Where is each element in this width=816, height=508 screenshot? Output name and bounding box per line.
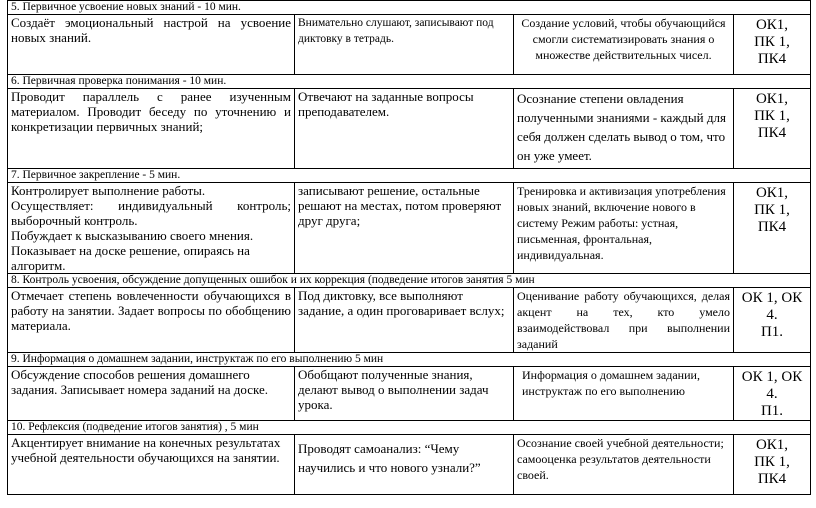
- section-header: 9. Информация о домашнем задании, инструктаж по его выполнению 5 мин: [8, 353, 811, 367]
- competence-codes: [734, 15, 811, 75]
- competence-code: ПК4: [757, 219, 787, 235]
- competence-codes: [734, 435, 811, 495]
- section-header: 6. Первичная проверка понимания - 10 мин.: [8, 75, 811, 89]
- teacher-activity: Акцентирует внимание на конечных результатах учебной деятельности обучающихся на занятии.: [8, 435, 295, 495]
- stage-goal: Тренировка и активизация употребления новых знаний, включение нового в систему Режим работы: устная, письменная, фронтальная, индивидуальная.: [514, 183, 734, 274]
- stage-goal: Осознание степени овладения полученными знаниями - каждый для себя должен сделать вывод о том, что он уже умеет.: [514, 89, 734, 169]
- student-activity: Под диктовку, все выполняют задание, а один проговаривает вслух;: [295, 288, 514, 353]
- competence-codes: [734, 89, 811, 169]
- teacher-activity: Обсуждение способов решения домашнего задания. Записывает номера заданий на доске.: [8, 367, 295, 421]
- competence-code: ПК4: [757, 471, 787, 487]
- section-content-row: [8, 435, 811, 495]
- section-header-row: [8, 353, 811, 367]
- teacher-activity-line: Показывает на доске решение, опираясь на алгоритм.: [11, 243, 250, 273]
- competence-codes: [734, 183, 811, 274]
- teacher-activity: Проводит параллель с ранее изученным материалом. Проводит беседу по уточнению и конкретизации первичных знаний;: [8, 89, 295, 169]
- stage-goal: Оценивание работу обучающихся, делая акцент на тех, кто умело взаимодействовал при выполнении заданий: [514, 288, 734, 353]
- competence-code: ОК1,: [755, 17, 789, 33]
- competence-code: ПК 1,: [754, 202, 790, 218]
- teacher-activity: Создаёт эмоциональный настрой на усвоение новых знаний.: [8, 15, 295, 75]
- section-header-row: [8, 1, 811, 15]
- section-content-row: [8, 15, 811, 75]
- competence-code: ОК1,: [755, 437, 789, 453]
- competence-code: ОК 1, ОК 4.: [741, 369, 803, 402]
- competence-codes: [734, 288, 811, 353]
- competence-code: ОК1,: [755, 185, 789, 201]
- stage-goal: Осознание своей учебной деятельности; самооценка результатов деятельности своей.: [514, 435, 734, 495]
- section-header: 8. Контроль усвоения, обсуждение допущенных ошибок и их коррекция (подведение итогов занятия 5 мин: [8, 274, 811, 288]
- section-content-row: [8, 288, 811, 353]
- section-header: 7. Первичное закрепление - 5 мин.: [8, 169, 811, 183]
- competence-code: ПК 1,: [754, 454, 790, 470]
- student-activity: Проводят самоанализ: “Чему научились и что нового узнали?”: [295, 435, 514, 495]
- section-content-row: [8, 367, 811, 421]
- teacher-activity: Отмечает степень вовлеченности обучающихся в работу на занятии. Задает вопросы по обобщению материала.: [8, 288, 295, 353]
- teacher-activity-line: Побуждает к высказыванию своего мнения.: [11, 228, 254, 243]
- competence-code: ПК 1,: [754, 108, 790, 124]
- teacher-activity: [8, 183, 295, 274]
- lesson-plan-table: [7, 0, 811, 495]
- competence-code: ПК4: [757, 51, 787, 67]
- teacher-activity-line: Контролирует выполнение работы.: [11, 183, 206, 198]
- stage-goal: Информация о домашнем задании, инструктаж по его выполнению: [514, 367, 734, 421]
- section-header-row: [8, 421, 811, 435]
- stage-goal: Создание условий, чтобы обучающийся смогли систематизировать знания о множестве действительных чисел.: [514, 15, 734, 75]
- student-activity: Обобщают полученные знания, делают вывод о выполнении задач урока.: [295, 367, 514, 421]
- section-content-row: [8, 89, 811, 169]
- competence-codes: [734, 367, 811, 421]
- section-header: 5. Первичное усвоение новых знаний - 10 мин.: [8, 1, 811, 15]
- teacher-activity-line: Осуществляет: индивидуальный контроль; выборочный контроль.: [11, 198, 291, 228]
- competence-code: ОК 1, ОК 4.: [741, 290, 803, 323]
- section-header: 10. Рефлексия (подведение итогов занятия) , 5 мин: [8, 421, 811, 435]
- section-header-row: [8, 169, 811, 183]
- section-content-row: [8, 183, 811, 274]
- competence-code: П1.: [760, 403, 784, 419]
- competence-code: ПК4: [757, 125, 787, 141]
- competence-code: П1.: [760, 324, 784, 340]
- section-header-row: [8, 75, 811, 89]
- student-activity: записывают решение, остальные решают на местах, потом проверяют друг друга;: [295, 183, 514, 274]
- student-activity: Отвечают на заданные вопросы преподавателем.: [295, 89, 514, 169]
- competence-code: ОК1,: [755, 91, 789, 107]
- student-activity: Внимательно слушают, записывают под диктовку в тетрадь.: [295, 15, 514, 75]
- competence-code: ПК 1,: [754, 34, 790, 50]
- section-header-row: [8, 274, 811, 288]
